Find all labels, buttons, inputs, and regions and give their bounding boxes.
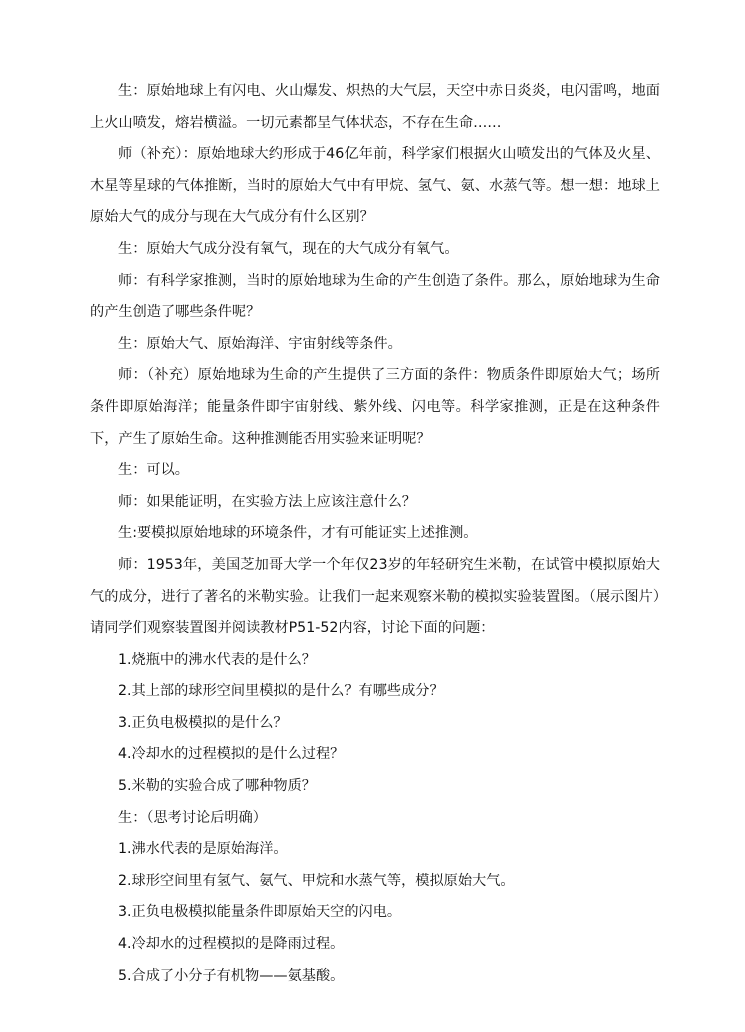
answer-item-4: 4.冷却水的过程模拟的是降雨过程。 [118,936,345,953]
answer-item-3: 3.正负电极模拟能量条件即原始天空的闪电。 [118,904,402,921]
paragraph-student-discussion: 生：（思考讨论后明确） [118,809,267,826]
question-item-3: 3.正负电极模拟的是什么？ [118,714,288,731]
paragraph-teacher-miller: 师：1953年，美国芝加哥大学一个年仅23岁的年轻研究生米勒，在试管中模拟原始大气的成分，进行了著名的米勒实验。让我们一起来观察米勒的模拟实验装置图。（展示图片）请同学们观察装置图并阅读教材P51-52内容，讨论下面的问题： [90,556,660,637]
answer-item-5: 5.合成了小分子有机物——氨基酸。 [118,967,345,984]
paragraph-student-yes: 生：可以。 [118,462,189,479]
answer-item-1: 1.沸水代表的是原始海洋。 [118,841,288,858]
paragraph-teacher-atmosphere: 师（补充）：原始地球大约形成于46亿年前，科学家们根据火山喷发出的气体及火星、木星等星球的气体推断，当时的原始大气中有甲烷、氢气、氨、水蒸气等。想一想：地球上原始大气的成分与现在大气成分有什么区别？ [90,146,660,226]
paragraph-student-early-earth: 生：原始地球上有闪电、火山爆发、炽热的大气层，天空中赤日炎炎，电闪雷鸣，地面上火山喷发，熔岩横溢。一切元素都呈气体状态，不存在生命…… [90,83,660,131]
paragraph-teacher-conditions-question: 师：有科学家推测，当时的原始地球为生命的产生创造了条件。那么，原始地球为生命的产生创造了哪些条件呢？ [90,272,660,321]
question-item-1: 1.烧瓶中的沸水代表的是什么？ [118,651,316,668]
paragraph-student-simulate: 生:要模拟原始地球的环境条件，才有可能证实上述推测。 [118,525,478,542]
paragraph-student-oxygen: 生：原始大气成分没有氧气，现在的大气成分有氧气。 [118,240,459,257]
question-item-5: 5.米勒的实验合成了哪种物质？ [118,778,316,795]
paragraph-teacher-three-conditions: 师：（补充）原始地球为生命的产生提供了三方面的条件：物质条件即原始大气；场所条件即原始海洋；能量条件即宇宙射线、紫外线、闪电等。科学家推测，正是在这种条件下，产生了原始生命。这种推测能否用实验来证明呢？ [90,367,660,447]
paragraph-teacher-method: 师：如果能证明，在实验方法上应该注意什么？ [118,493,416,510]
answer-item-2: 2.球形空间里有氢气、氨气、甲烷和水蒸气等，模拟原始大气。 [118,872,515,889]
paragraph-student-conditions: 生：原始大气、原始海洋、宇宙射线等条件。 [118,335,402,352]
question-item-2: 2.其上部的球形空间里模拟的是什么？有哪些成分？ [118,683,444,700]
question-item-4: 4.冷却水的过程模拟的是什么过程？ [118,746,345,763]
document-page [90,76,660,992]
